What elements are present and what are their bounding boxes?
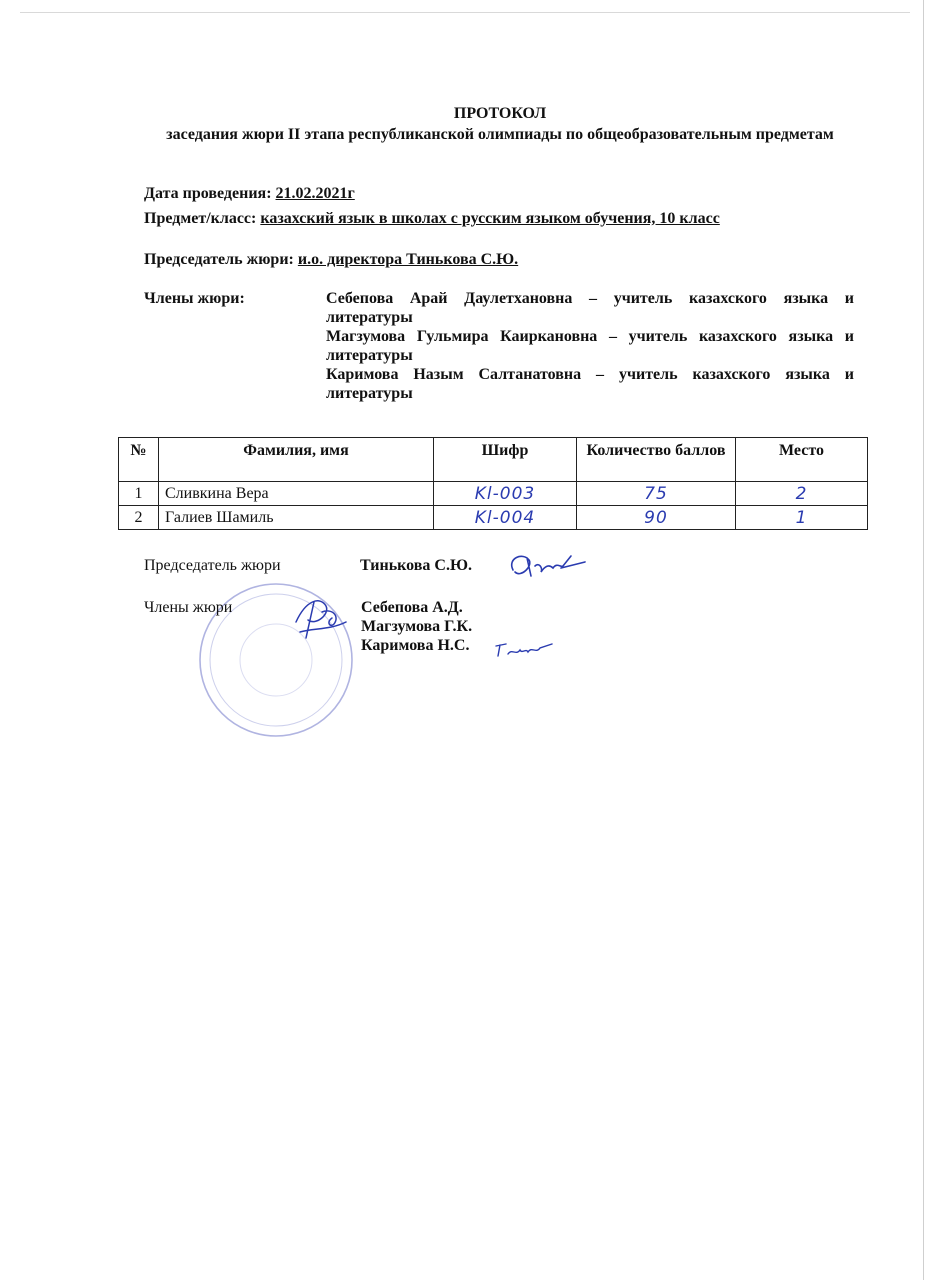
header-code: Шифр	[434, 438, 577, 482]
row-name: Сливкина Вера	[159, 482, 434, 506]
subject-line	[144, 209, 720, 229]
row-score: 75	[577, 482, 736, 506]
chair-value: и.о. директора Тинькова С.Ю.	[297, 251, 519, 268]
document-title: ПРОТОКОЛ	[453, 105, 547, 122]
table-row	[119, 482, 868, 506]
subject-value: казахский язык в школах с русским языком обучения, 10 класс	[260, 210, 720, 227]
chair-label: Председатель жюри:	[144, 251, 294, 268]
members-list	[326, 289, 854, 403]
row-place: 2	[736, 482, 868, 506]
page-edge-top	[20, 12, 910, 13]
header-place: Место	[736, 438, 868, 482]
date-line	[144, 184, 355, 204]
members-label: Члены жюри:	[144, 290, 245, 307]
page-edge-right	[923, 0, 924, 1280]
signature-jury-names	[361, 598, 472, 655]
member-item: Каримова Назым Салтанатовна – учитель казахского языка и литературы	[326, 366, 854, 402]
results-table	[118, 437, 868, 530]
jury-signer-name: Магзумова Г.К.	[361, 618, 473, 635]
row-place: 1	[736, 506, 868, 530]
member-item: Себепова Арай Даулетхановна – учитель казахского языка и литературы	[326, 290, 854, 326]
header-num: №	[119, 438, 159, 482]
document-header	[140, 103, 860, 145]
date-value: 21.02.2021г	[275, 185, 355, 202]
date-label: Дата проведения:	[144, 185, 272, 202]
signature-chair-name: Тинькова С.Ю.	[360, 557, 472, 574]
jury-signer-name: Каримова Н.С.	[361, 637, 470, 654]
member-item: Магзумова Гульмира Каиркановна – учитель казахского языка и литературы	[326, 328, 854, 364]
row-num: 1	[119, 482, 159, 506]
signature-chair-label: Председатель жюри	[144, 557, 281, 574]
jury-signature-icon	[286, 592, 356, 642]
signature-jury-label: Члены жюри	[144, 599, 233, 616]
chair-signature-icon	[505, 548, 590, 582]
row-code: Kl-004	[434, 506, 577, 530]
subject-label: Предмет/класс:	[144, 210, 257, 227]
table-header-row	[119, 438, 868, 482]
header-score: Количество баллов	[577, 438, 736, 482]
document-subtitle: заседания жюри II этапа республиканской олимпиады по общеобразовательным предметам	[166, 126, 834, 143]
row-name: Галиев Шамиль	[159, 506, 434, 530]
row-code: Kl-003	[434, 482, 577, 506]
jury-signature-2-icon	[492, 638, 556, 662]
table-row	[119, 506, 868, 530]
header-name: Фамилия, имя	[159, 438, 434, 482]
row-num: 2	[119, 506, 159, 530]
jury-signer-name: Себепова А.Д.	[361, 599, 463, 616]
row-score: 90	[577, 506, 736, 530]
chair-line	[144, 250, 518, 270]
